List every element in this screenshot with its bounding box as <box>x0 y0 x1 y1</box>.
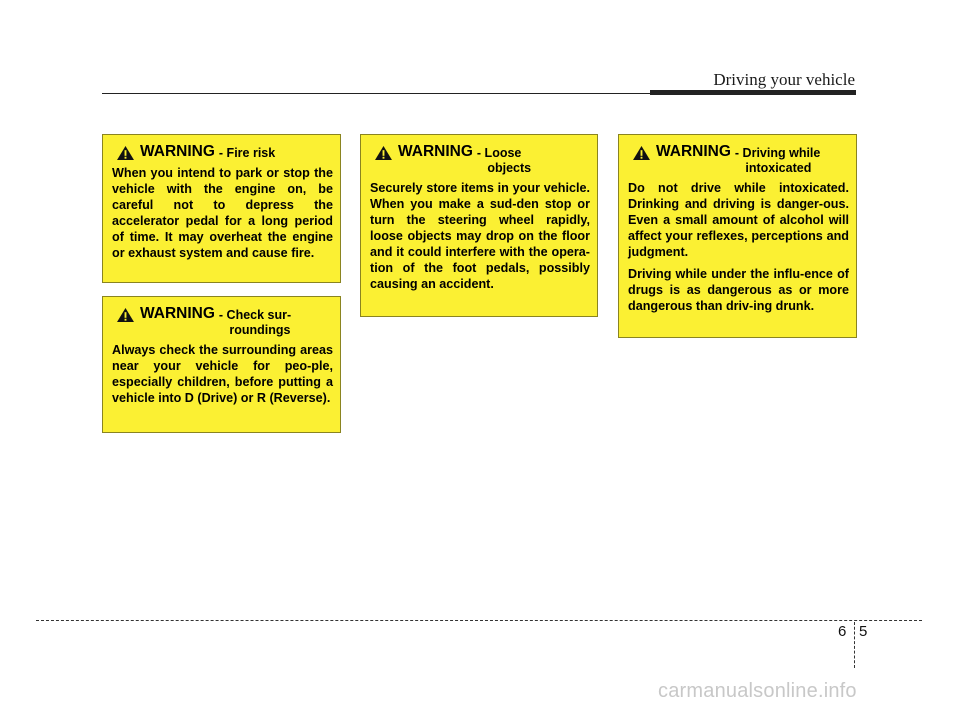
warning-label: WARNING <box>656 143 731 160</box>
warning-triangle-icon <box>374 145 393 161</box>
warning-subtitle: - Loose objects <box>476 146 532 175</box>
warning-triangle-icon <box>632 145 651 161</box>
warning-triangle-icon <box>116 307 135 323</box>
warning-box-driving-intoxicated <box>618 134 857 338</box>
warning-header <box>628 144 849 176</box>
watermark: carmanualsonline.info <box>658 680 857 702</box>
warning-label: WARNING <box>140 305 215 322</box>
warning-triangle-icon <box>116 145 135 161</box>
warning-text: Securely store items in your vehicle. When you make a sud-den stop or turn the steering wheel rapidly, loose objects may drop on the floor and it could interfere with the opera-tion of the foot pedals, possibly causing an accident. <box>370 181 590 291</box>
warning-subtitle: - Driving while intoxicated <box>734 146 821 175</box>
page-number: 5 <box>859 623 868 640</box>
warning-body <box>628 180 849 314</box>
warning-text: Do not drive while intoxicated. Drinking and driving is danger-ous. Even a small amount of alcohol will affect your reflexes, perceptions and judgment. <box>628 181 849 259</box>
warning-header <box>112 144 333 161</box>
warning-body <box>370 180 590 292</box>
warning-subtitle: - Check sur- roundings <box>218 308 292 337</box>
warning-text: When you intend to park or stop the vehicle with the engine on, be careful not to depress the accelerator pedal for a long period of time. It may overheat the engine or exhaust system and cause fire. <box>112 166 333 260</box>
warning-box-check-surroundings <box>102 296 341 433</box>
warning-text: Always check the surrounding areas near your vehicle for peo-ple, especially children, before putting a vehicle into D (Drive) or R (Reverse). <box>112 343 333 405</box>
chapter-number: 6 <box>838 623 847 640</box>
header-rule-accent <box>650 90 856 95</box>
warning-header <box>370 144 590 176</box>
warning-box-fire-risk <box>102 134 341 283</box>
warning-label: WARNING <box>398 143 473 160</box>
header-rule <box>102 93 650 94</box>
section-title: Driving your vehicle <box>713 70 855 89</box>
warning-text: Driving while under the influ-ence of drugs is as dangerous as or more dangerous than driv-ing drunk. <box>628 267 849 313</box>
warning-box-loose-objects <box>360 134 598 317</box>
warning-subtitle: - Fire risk <box>218 146 276 160</box>
warning-body <box>112 342 333 406</box>
warning-body <box>112 165 333 261</box>
warning-label: WARNING <box>140 143 215 160</box>
page-number-divider <box>854 622 855 668</box>
warning-header <box>112 306 333 338</box>
footer-rule <box>36 620 922 621</box>
